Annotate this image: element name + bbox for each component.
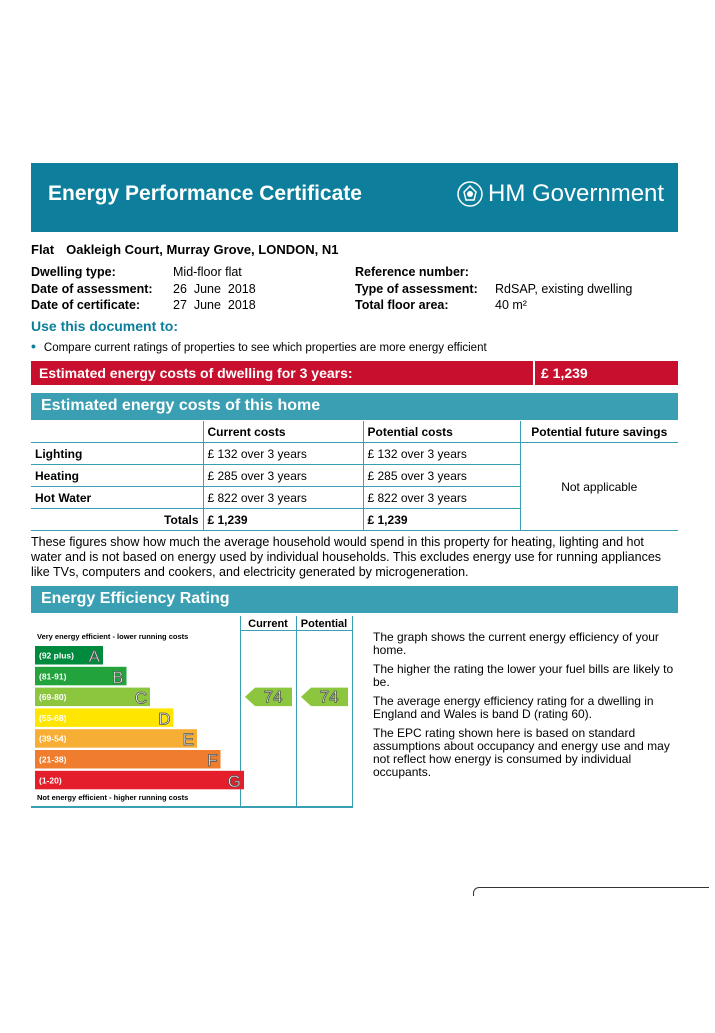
rating-band-letter: A xyxy=(88,647,100,666)
efficiency-section-title: Energy Efficiency Rating xyxy=(41,590,230,607)
reference-label: Reference number: xyxy=(355,265,469,279)
divider xyxy=(533,361,535,385)
costs-note: These figures show how much the average household would spend in this property for heating, lighting and hot water and is not based on energy used by individual households. This excludes energy use for running appliances like TVs, computers and cookers, and electricity generated by microgeneration. xyxy=(31,535,662,579)
use-bullet-text: Compare current ratings of properties to see which properties are more energy efficient xyxy=(43,342,487,354)
rating-band-range: (1-20) xyxy=(39,775,62,786)
current-cost: £ 132 over 3 years xyxy=(203,443,363,465)
estimated-costs-label: Estimated energy costs of dwelling for 3 years: xyxy=(39,365,353,381)
type-assessment-value: RdSAP, existing dwelling xyxy=(495,282,633,296)
use-document-heading: Use this document to: xyxy=(31,318,179,334)
rating-description xyxy=(373,631,679,785)
bullet-icon: • xyxy=(31,338,36,354)
rating-band-g xyxy=(35,771,244,790)
type-assessment-label: Type of assessment: xyxy=(355,282,478,296)
costs-section-title: Estimated energy costs of this home xyxy=(41,397,321,414)
page-title: Energy Performance Certificate xyxy=(48,182,362,205)
table-header-cell xyxy=(31,421,203,443)
royal-crest-icon xyxy=(456,180,484,208)
rating-band-letter: E xyxy=(182,730,194,750)
address xyxy=(31,242,350,257)
energy-rating-chart xyxy=(31,616,355,808)
dwelling-type-value: Mid-floor flat xyxy=(173,265,242,279)
description-paragraph: The higher the rating the lower your fuel bills are likely to be. xyxy=(373,662,674,689)
costs-table xyxy=(31,421,678,531)
rating-band-letter: F xyxy=(207,751,218,770)
page-corner-rule xyxy=(473,887,709,896)
totals-label: Totals xyxy=(31,509,203,531)
rating-band-letter: D xyxy=(158,709,171,729)
top-efficiency-note: Very energy efficient - lower running costs xyxy=(37,632,189,641)
table-header-cell: Current costs xyxy=(203,421,363,443)
rating-band-range: (81-91) xyxy=(39,671,67,682)
logo-text: HM Government xyxy=(488,180,665,207)
description-paragraph: The graph shows the current energy efficiency of your home. xyxy=(373,630,659,657)
rating-band-range: (92 plus) xyxy=(39,650,74,661)
table-header-row xyxy=(31,421,678,443)
potential-column-header: Potential xyxy=(300,618,348,630)
current-column-header: Current xyxy=(248,618,288,630)
rating-band-letter: B xyxy=(112,667,124,687)
chart-frame-line xyxy=(240,630,353,631)
rating-band-letter: C xyxy=(134,688,147,708)
rating-band-range: (21-38) xyxy=(39,754,67,765)
table-header-cell: Potential future savings xyxy=(520,421,678,443)
dwelling-type-label: Dwelling type: xyxy=(31,265,116,279)
description-paragraph: The EPC rating shown here is based on standard assumptions about occupancy and energy use and may not reflect how energy is consumed by individual occupants. xyxy=(373,726,670,779)
description-paragraph: The average energy efficiency rating for a dwelling in England and Wales is band D (rating 60). xyxy=(373,694,654,721)
costs-section-header xyxy=(31,393,678,420)
row-name: Heating xyxy=(31,465,203,487)
chart-frame-line xyxy=(352,616,353,807)
future-savings: Not applicable xyxy=(520,443,678,531)
totals-potential: £ 1,239 xyxy=(363,509,520,531)
totals-current: £ 1,239 xyxy=(203,509,363,531)
table-row xyxy=(31,443,678,465)
estimated-costs-bar xyxy=(31,361,678,385)
floor-area-value: 40 m² xyxy=(495,298,527,312)
current-cost: £ 285 over 3 years xyxy=(203,465,363,487)
chart-frame-line xyxy=(296,616,297,807)
date-assessment-label: Date of assessment: xyxy=(31,282,153,296)
current-cost: £ 822 over 3 years xyxy=(203,487,363,509)
property-type: Flat xyxy=(31,242,55,257)
hm-government-logo xyxy=(456,180,664,208)
estimated-costs-value: £ 1,239 xyxy=(541,365,588,381)
rating-band-range: (55-68) xyxy=(39,712,67,723)
rating-band-range: (39-54) xyxy=(39,733,67,744)
potential-rating-value: 74 xyxy=(319,687,339,707)
rating-band-range: (69-80) xyxy=(39,692,67,703)
address-line: Oakleigh Court, Murray Grove, LONDON, N1 xyxy=(66,242,339,257)
chart-frame-line xyxy=(31,806,353,808)
date-certificate-label: Date of certificate: xyxy=(31,298,141,312)
potential-cost: £ 822 over 3 years xyxy=(363,487,520,509)
row-name: Hot Water xyxy=(31,487,203,509)
use-bullet xyxy=(31,338,487,354)
row-name: Lighting xyxy=(31,443,203,465)
potential-cost: £ 285 over 3 years xyxy=(363,465,520,487)
table-header-cell: Potential costs xyxy=(363,421,520,443)
potential-cost: £ 132 over 3 years xyxy=(363,443,520,465)
date-assessment-value: 26 June 2018 xyxy=(173,282,256,296)
bottom-efficiency-note: Not energy efficient - higher running costs xyxy=(37,793,189,802)
date-certificate-value: 27 June 2018 xyxy=(173,298,256,312)
rating-band-letter: G xyxy=(227,771,241,791)
current-rating-value: 74 xyxy=(263,687,283,707)
efficiency-section-header xyxy=(31,586,678,613)
floor-area-label: Total floor area: xyxy=(355,298,449,312)
